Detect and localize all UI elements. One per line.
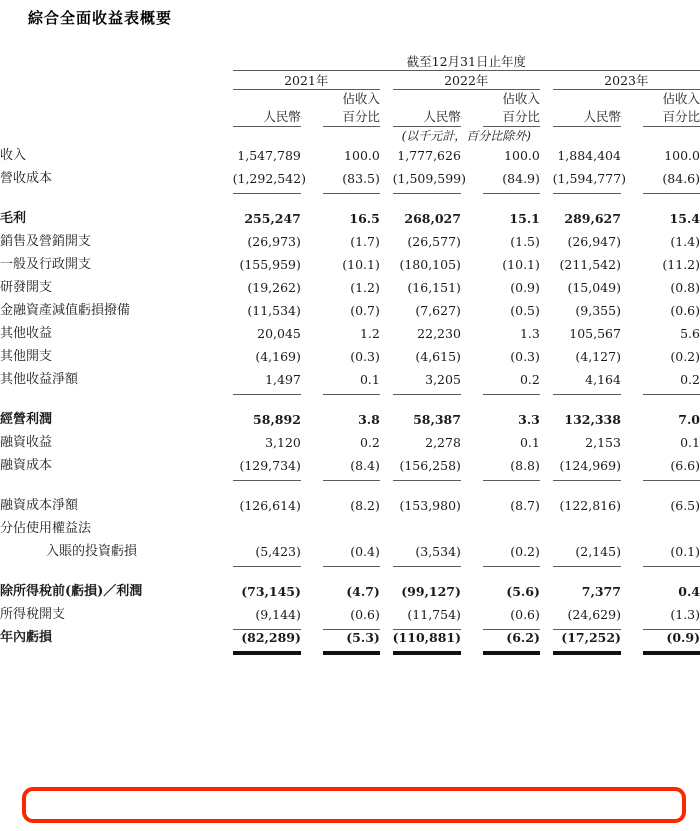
cell-value: 3.3 bbox=[518, 412, 540, 427]
cell-value: (4,615) bbox=[415, 349, 461, 364]
spacer-cell bbox=[540, 494, 553, 517]
subheader-percent-top-2022: 佔收入 bbox=[502, 91, 540, 106]
cell-value bbox=[233, 517, 301, 540]
subheader-line2-row bbox=[0, 108, 700, 126]
table-row bbox=[0, 368, 700, 391]
financial-statement-table bbox=[0, 52, 700, 649]
cell-value: (10.1) bbox=[502, 257, 540, 272]
cell-value: (5.6) bbox=[506, 584, 540, 599]
cell-value: (4.7) bbox=[346, 584, 380, 599]
table-row bbox=[0, 408, 700, 431]
spacer-cell bbox=[380, 431, 393, 454]
spacer-cell bbox=[301, 276, 323, 299]
spacer-cell bbox=[621, 517, 643, 540]
spacer-cell bbox=[301, 454, 323, 477]
unit-note-row bbox=[0, 127, 700, 144]
cell-value: (0.5) bbox=[510, 303, 540, 318]
spacer-cell bbox=[0, 52, 233, 70]
cell-value: (8.2) bbox=[350, 498, 380, 513]
cell-value: (211,542) bbox=[559, 257, 621, 272]
spacer-cell bbox=[621, 603, 643, 626]
cell-value: (83.5) bbox=[323, 167, 380, 190]
spacer-cell bbox=[540, 230, 553, 253]
cell-value: 3.8 bbox=[358, 412, 380, 427]
spacer-cell bbox=[621, 431, 643, 454]
spacer-cell bbox=[540, 207, 553, 230]
cell-value: 3,205 bbox=[393, 368, 461, 391]
cell-value: 2,153 bbox=[585, 435, 621, 450]
cell-value bbox=[323, 517, 380, 540]
spacer-cell bbox=[380, 540, 393, 563]
spacer-cell bbox=[301, 322, 323, 345]
spacer-cell bbox=[301, 408, 323, 431]
spacer-cell bbox=[301, 230, 323, 253]
cell-value: 15.1 bbox=[509, 211, 540, 226]
spacer-cell bbox=[461, 431, 483, 454]
cell-value: (0.7) bbox=[350, 303, 380, 318]
cell-value: (124,969) bbox=[553, 454, 621, 477]
cell-value: (155,959) bbox=[239, 257, 301, 272]
page-title: 綜合全面收益表概要 bbox=[28, 9, 173, 27]
table-row bbox=[0, 230, 700, 253]
cell-value: (4,169) bbox=[255, 349, 301, 364]
spacer-cell bbox=[380, 207, 393, 230]
spacer-cell bbox=[621, 494, 643, 517]
cell-value: 0.2 bbox=[359, 435, 380, 450]
cell-value: (26,973) bbox=[247, 234, 301, 249]
cell-value: 0.1 bbox=[680, 435, 700, 450]
cell-value: (8.7) bbox=[510, 498, 540, 513]
spacer-cell bbox=[621, 299, 643, 322]
highlight-box-net-loss bbox=[22, 787, 686, 823]
spacer-cell bbox=[621, 454, 643, 477]
spacer-cell bbox=[461, 322, 483, 345]
spacer-cell bbox=[540, 431, 553, 454]
subheader-percent-2023: 百分比 bbox=[662, 109, 700, 124]
cell-value: 0.4 bbox=[678, 584, 700, 599]
cell-value: 0.1 bbox=[519, 435, 540, 450]
cell-value: 100.0 bbox=[344, 148, 380, 163]
spacer-cell bbox=[461, 603, 483, 626]
spacer-cell bbox=[621, 207, 643, 230]
cell-value: (6.5) bbox=[670, 498, 700, 513]
spacer-cell bbox=[301, 603, 323, 626]
spacer-cell bbox=[380, 494, 393, 517]
cell-value: 1.2 bbox=[359, 326, 380, 341]
cell-value: (1,594,777) bbox=[553, 167, 621, 190]
row-label: 金融資產減值虧損撥備 bbox=[0, 303, 131, 318]
spacer-cell bbox=[621, 408, 643, 431]
row-label: 融資成本 bbox=[0, 458, 53, 473]
spacer-cell bbox=[540, 517, 553, 540]
subheader-percent-top-2023: 佔收入 bbox=[662, 91, 700, 106]
spacer-cell bbox=[301, 517, 323, 540]
spacer-cell bbox=[301, 144, 323, 167]
subheader-currency-2021: 人民幣 bbox=[263, 109, 301, 124]
spacer-cell bbox=[540, 167, 553, 190]
cell-value: (0.3) bbox=[350, 349, 380, 364]
cell-value: 58,892 bbox=[253, 412, 301, 427]
spacer-cell bbox=[461, 494, 483, 517]
table-row bbox=[0, 253, 700, 276]
spacer-cell bbox=[621, 580, 643, 603]
spacer-cell bbox=[621, 368, 643, 391]
table-row bbox=[0, 276, 700, 299]
period-header-row bbox=[0, 52, 700, 70]
cell-value: 268,027 bbox=[404, 211, 461, 226]
spacer-cell bbox=[461, 299, 483, 322]
row-label: 融資成本淨額 bbox=[0, 498, 79, 513]
spacer-cell bbox=[540, 540, 553, 563]
spacer-cell bbox=[461, 408, 483, 431]
cell-value: (1.3) bbox=[643, 603, 700, 626]
spacer-cell bbox=[380, 626, 393, 649]
cell-value: 0.1 bbox=[323, 368, 380, 391]
cell-value: 0.2 bbox=[643, 368, 700, 391]
spacer-cell bbox=[621, 345, 643, 368]
cell-value: (0.4) bbox=[323, 540, 380, 563]
row-label: 分佔使用權益法 bbox=[0, 521, 92, 536]
cell-value: (11,754) bbox=[393, 603, 461, 626]
cell-value: (84.9) bbox=[483, 167, 540, 190]
spacer-cell bbox=[621, 322, 643, 345]
cell-value: (11,534) bbox=[247, 303, 301, 318]
subheader-percent-2021: 百分比 bbox=[342, 109, 380, 124]
spacer-cell bbox=[461, 144, 483, 167]
cell-value: (82,289) bbox=[233, 626, 301, 649]
spacer-cell bbox=[461, 454, 483, 477]
cell-value: 5.6 bbox=[680, 326, 700, 341]
row-label: 其他收益 bbox=[0, 326, 53, 341]
cell-value: (1.2) bbox=[350, 280, 380, 295]
cell-value: 1,547,789 bbox=[237, 148, 301, 163]
cell-value: (5,423) bbox=[233, 540, 301, 563]
cell-value: 289,627 bbox=[564, 211, 621, 226]
cell-value: (3,534) bbox=[393, 540, 461, 563]
row-label: 其他開支 bbox=[0, 349, 53, 364]
cell-value: (1,509,599) bbox=[393, 167, 461, 190]
subheader-currency-blank-2022 bbox=[393, 90, 461, 108]
cell-value bbox=[483, 517, 540, 540]
cell-value: (9,144) bbox=[233, 603, 301, 626]
spacer-cell bbox=[461, 517, 483, 540]
spacer-cell bbox=[540, 626, 553, 649]
cell-value: (73,145) bbox=[241, 584, 301, 599]
cell-value: (8.4) bbox=[323, 454, 380, 477]
cell-value: (0.6) bbox=[323, 603, 380, 626]
table-row bbox=[0, 626, 700, 649]
cell-value: (17,252) bbox=[553, 626, 621, 649]
cell-value: 255,247 bbox=[244, 211, 301, 226]
spacer-cell bbox=[540, 368, 553, 391]
table-row bbox=[0, 207, 700, 230]
spacer-cell bbox=[621, 540, 643, 563]
cell-value: (4,127) bbox=[575, 349, 621, 364]
cell-value: (129,734) bbox=[233, 454, 301, 477]
spacer-cell bbox=[380, 322, 393, 345]
spacer-cell bbox=[380, 454, 393, 477]
spacer-cell bbox=[301, 494, 323, 517]
cell-value: 1,497 bbox=[233, 368, 301, 391]
spacer-cell bbox=[380, 230, 393, 253]
cell-value: (7,627) bbox=[415, 303, 461, 318]
year-header-2022: 2022年 bbox=[444, 73, 489, 88]
cell-value: (0.6) bbox=[483, 603, 540, 626]
spacer-cell bbox=[301, 345, 323, 368]
spacer-cell bbox=[380, 408, 393, 431]
cell-value: (24,629) bbox=[553, 603, 621, 626]
cell-value: 1,884,404 bbox=[557, 148, 621, 163]
cell-value: 22,230 bbox=[417, 326, 461, 341]
spacer-cell bbox=[380, 144, 393, 167]
cell-value bbox=[643, 517, 700, 540]
row-label: 一般及行政開支 bbox=[0, 257, 92, 272]
spacer-cell bbox=[461, 626, 483, 649]
spacer-cell bbox=[540, 345, 553, 368]
spacer-cell bbox=[540, 276, 553, 299]
spacer-cell bbox=[461, 230, 483, 253]
spacer-cell bbox=[301, 207, 323, 230]
spacer-cell bbox=[380, 253, 393, 276]
cell-value: (0.1) bbox=[643, 540, 700, 563]
spacer-cell bbox=[461, 345, 483, 368]
cell-value: 20,045 bbox=[257, 326, 301, 341]
spacer-cell bbox=[461, 540, 483, 563]
spacer-cell bbox=[380, 71, 393, 89]
cell-value: (126,614) bbox=[239, 498, 301, 513]
cell-value: (15,049) bbox=[567, 280, 621, 295]
spacer-cell bbox=[461, 253, 483, 276]
spacer-cell bbox=[301, 431, 323, 454]
cell-value: (1.7) bbox=[350, 234, 380, 249]
cell-value: (11.2) bbox=[662, 257, 700, 272]
spacer-cell bbox=[621, 626, 643, 649]
spacer-cell bbox=[380, 345, 393, 368]
spacer-cell bbox=[540, 144, 553, 167]
table-row bbox=[0, 454, 700, 477]
cell-value: 1.3 bbox=[519, 326, 540, 341]
spacer-cell bbox=[380, 368, 393, 391]
period-header: 截至12月31日止年度 bbox=[406, 54, 526, 69]
table-row bbox=[0, 144, 700, 167]
cell-value: 7,377 bbox=[581, 584, 621, 599]
subheader-percent-2022: 百分比 bbox=[502, 109, 540, 124]
subheader-percent-top-2021: 佔收入 bbox=[342, 91, 380, 106]
spacer-cell bbox=[621, 230, 643, 253]
cell-value: (10.1) bbox=[342, 257, 380, 272]
cell-value: (0.2) bbox=[483, 540, 540, 563]
spacer-cell bbox=[380, 580, 393, 603]
spacer-cell bbox=[540, 603, 553, 626]
spacer-cell bbox=[540, 580, 553, 603]
cell-value: (26,577) bbox=[407, 234, 461, 249]
spacer-cell bbox=[301, 580, 323, 603]
cell-value: (1.5) bbox=[510, 234, 540, 249]
row-label: 研發開支 bbox=[0, 280, 53, 295]
spacer-cell bbox=[540, 322, 553, 345]
table-row bbox=[0, 540, 700, 563]
cell-value: (9,355) bbox=[575, 303, 621, 318]
row-label: 所得稅開支 bbox=[0, 607, 66, 622]
spacer-cell bbox=[0, 71, 233, 89]
table-body bbox=[0, 144, 700, 649]
row-label: 銷售及營銷開支 bbox=[0, 234, 92, 249]
cell-value: (1.4) bbox=[670, 234, 700, 249]
cell-value: 0.2 bbox=[483, 368, 540, 391]
cell-value bbox=[553, 517, 621, 540]
row-label: 毛利 bbox=[0, 211, 27, 226]
cell-value: (156,258) bbox=[393, 454, 461, 477]
cell-value: (0.6) bbox=[670, 303, 700, 318]
spacer-cell bbox=[540, 408, 553, 431]
spacer-cell bbox=[301, 368, 323, 391]
cell-value: (84.6) bbox=[643, 167, 700, 190]
spacer-cell bbox=[301, 299, 323, 322]
row-label: 其他收益淨額 bbox=[0, 372, 79, 387]
row-label: 融資收益 bbox=[0, 435, 53, 450]
row-label: 年內虧損 bbox=[0, 630, 53, 645]
row-label: 入賬的投資虧損 bbox=[46, 544, 138, 559]
spacer-cell bbox=[461, 368, 483, 391]
table-row bbox=[0, 580, 700, 603]
spacer-cell bbox=[621, 144, 643, 167]
cell-value: 7.0 bbox=[678, 412, 700, 427]
cell-value: (180,105) bbox=[399, 257, 461, 272]
spacer-cell bbox=[380, 276, 393, 299]
spacer-cell bbox=[380, 517, 393, 540]
year-header-row bbox=[0, 71, 700, 89]
cell-value: (1,292,542) bbox=[233, 167, 301, 190]
year-header-2021: 2021年 bbox=[284, 73, 329, 88]
subheader-currency-2022: 人民幣 bbox=[423, 109, 461, 124]
spacer-cell bbox=[540, 454, 553, 477]
spacer-cell bbox=[380, 603, 393, 626]
cell-value: (5.3) bbox=[323, 626, 380, 649]
spacer-cell bbox=[621, 253, 643, 276]
unit-note: (以千元計，百分比除外) bbox=[401, 129, 531, 143]
cell-value: 100.0 bbox=[664, 148, 700, 163]
subheader-line1-row bbox=[0, 90, 700, 108]
table-row bbox=[0, 431, 700, 454]
cell-value: (0.8) bbox=[670, 280, 700, 295]
cell-value: 3,120 bbox=[265, 435, 301, 450]
table-row bbox=[0, 322, 700, 345]
row-label: 收入 bbox=[0, 148, 27, 163]
spacer-cell bbox=[461, 207, 483, 230]
table-row bbox=[0, 299, 700, 322]
cell-value bbox=[393, 517, 461, 540]
cell-value: 2,278 bbox=[425, 435, 461, 450]
cell-value: (8.8) bbox=[483, 454, 540, 477]
cell-value: (6.6) bbox=[643, 454, 700, 477]
cell-value: 1,777,626 bbox=[397, 148, 461, 163]
cell-value: (0.9) bbox=[510, 280, 540, 295]
spacer-cell bbox=[301, 626, 323, 649]
row-label: 營收成本 bbox=[0, 171, 53, 186]
cell-value: (16,151) bbox=[407, 280, 461, 295]
table-row bbox=[0, 517, 700, 540]
cell-value: (99,127) bbox=[401, 584, 461, 599]
cell-value: (2,145) bbox=[553, 540, 621, 563]
spacer-cell bbox=[540, 71, 553, 89]
cell-value: (0.9) bbox=[643, 626, 700, 649]
cell-value: (6.2) bbox=[483, 626, 540, 649]
spacer-cell bbox=[301, 540, 323, 563]
cell-value: 132,338 bbox=[564, 412, 621, 427]
cell-value: (122,816) bbox=[559, 498, 621, 513]
spacer-cell bbox=[540, 253, 553, 276]
spacer-cell bbox=[0, 90, 233, 108]
spacer-cell bbox=[380, 299, 393, 322]
spacer-cell bbox=[540, 299, 553, 322]
table-row bbox=[0, 167, 700, 190]
subheader-currency-blank-2023 bbox=[553, 90, 621, 108]
cell-value: 15.4 bbox=[669, 211, 700, 226]
spacer-cell bbox=[0, 108, 233, 126]
table-row bbox=[0, 345, 700, 368]
cell-value: 100.0 bbox=[504, 148, 540, 163]
subheader-currency-2023: 人民幣 bbox=[583, 109, 621, 124]
spacer-cell bbox=[461, 580, 483, 603]
cell-value: (26,947) bbox=[567, 234, 621, 249]
spacer-cell bbox=[621, 276, 643, 299]
cell-value: 16.5 bbox=[349, 211, 380, 226]
row-label: 除所得稅前(虧損)／利潤 bbox=[0, 584, 143, 599]
cell-value: (0.3) bbox=[510, 349, 540, 364]
spacer-cell bbox=[301, 253, 323, 276]
table-row bbox=[0, 494, 700, 517]
cell-value: (110,881) bbox=[393, 626, 461, 649]
subheader-currency-blank-2021 bbox=[233, 90, 301, 108]
cell-value: 58,387 bbox=[413, 412, 461, 427]
spacer-cell bbox=[380, 167, 393, 190]
year-header-2023: 2023年 bbox=[604, 73, 649, 88]
cell-value: (0.2) bbox=[670, 349, 700, 364]
spacer-cell bbox=[461, 276, 483, 299]
cell-value: 4,164 bbox=[553, 368, 621, 391]
table-row bbox=[0, 603, 700, 626]
spacer-cell bbox=[0, 127, 233, 144]
cell-value: (19,262) bbox=[247, 280, 301, 295]
cell-value: (153,980) bbox=[399, 498, 461, 513]
cell-value: 105,567 bbox=[569, 326, 621, 341]
row-label: 經營利潤 bbox=[0, 412, 53, 427]
